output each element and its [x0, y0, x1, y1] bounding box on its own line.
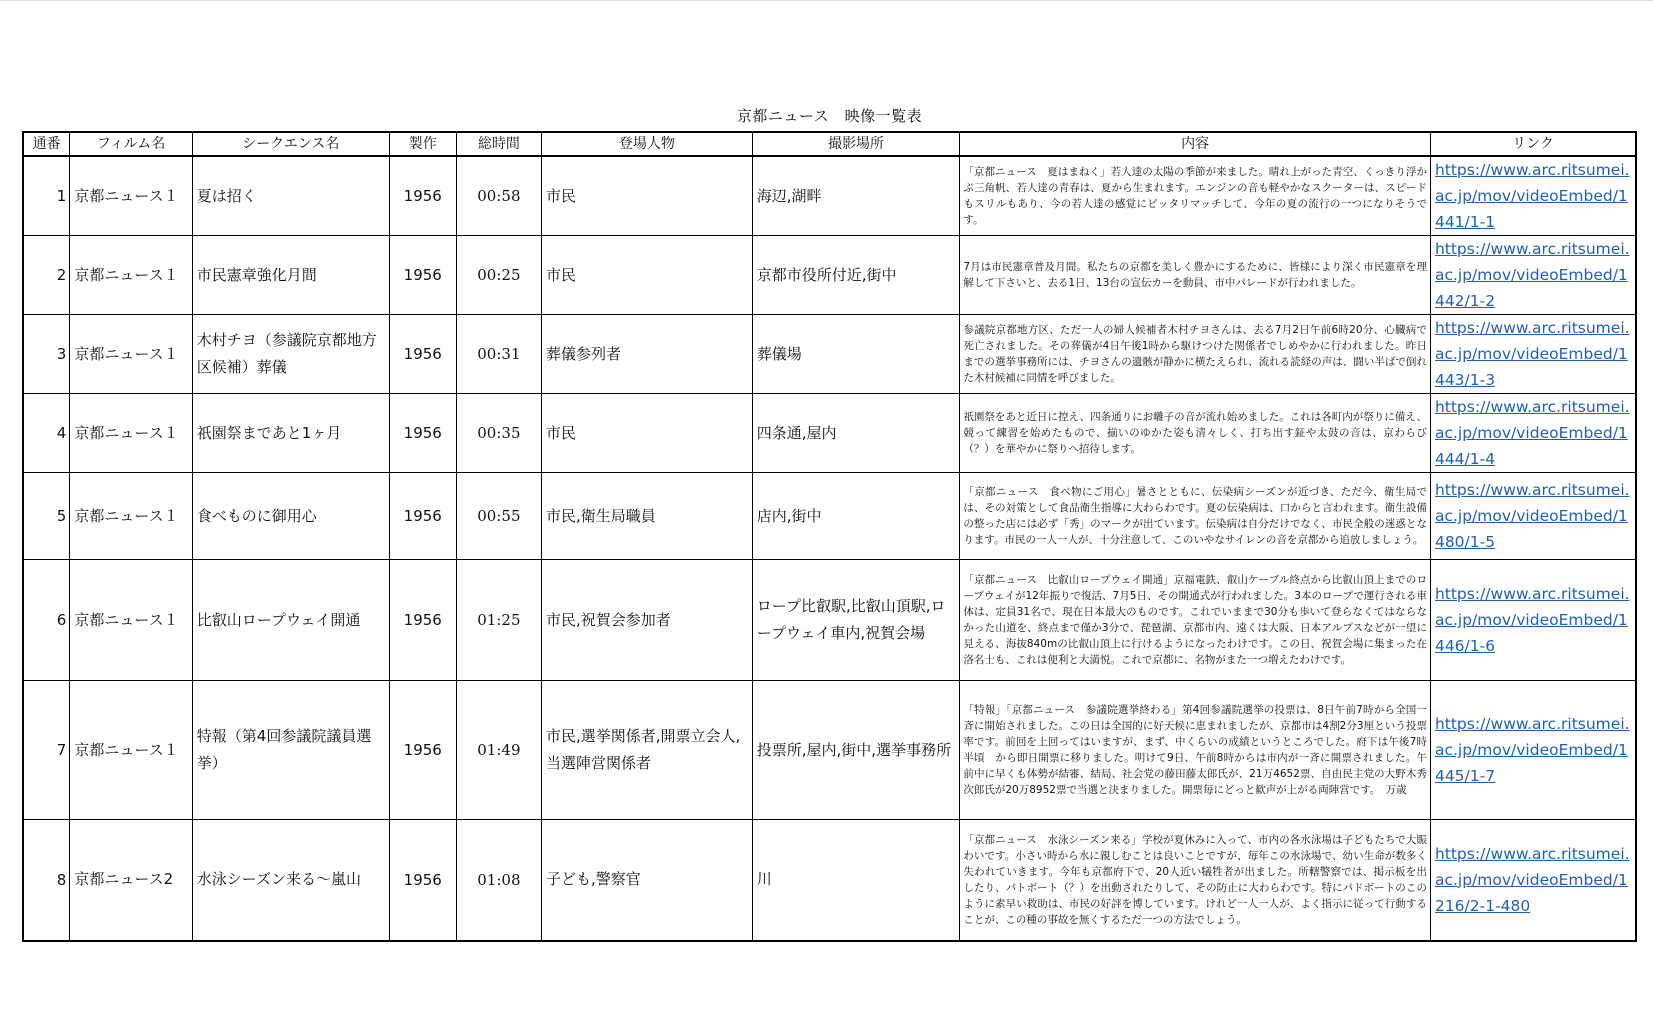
content-text: 「京都ニュース 比叡山ロープウェイ開通」京福電鉄、叡山ケーブル終点から比叡山頂上までのロープウェイが12年振りで復活、7月5日、その開通式が行われました。3本のロープで運行される車体は、定員31名で、現在日本最大のものです。これでいままで30分も歩いて登らなくてはならなかった山道を、終点まで僅か3分で、琵琶湖、京都市内、遠くは大阪、日本アルプスなどが一望に見える、海抜840mの比叡山頂上に行けるようになったわけです。この日、祝賀会場に集まった在洛名士も、これは便利と大満悦。これで京都に、名物がまた一つ増えたわけです。 [963, 574, 1427, 666]
people: 市民 [541, 156, 752, 236]
video-link[interactable]: https://www.arc.ritsumei.ac.jp/mov/videoEmbed/1216/2-1-480 [1434, 844, 1630, 915]
header-link: リンク [1430, 132, 1636, 156]
content-cell [960, 473, 1431, 560]
row-number: 2 [23, 236, 70, 315]
duration: 01:08 [456, 820, 541, 941]
location: ロープ比叡駅,比叡山頂駅,ロープウェイ車内,祝賀会場 [752, 560, 960, 681]
header-people: 登場人物 [541, 132, 752, 156]
row-number: 4 [23, 394, 70, 473]
duration: 00:31 [456, 315, 541, 394]
sequence-name: 水泳シーズン来る～嵐山 [192, 820, 389, 941]
duration: 01:25 [456, 560, 541, 681]
table-row [23, 681, 1636, 820]
duration: 00:55 [456, 473, 541, 560]
link-cell [1430, 315, 1636, 394]
content-cell [960, 394, 1431, 473]
row-number: 1 [23, 156, 70, 236]
link-cell [1430, 473, 1636, 560]
table-row [23, 560, 1636, 681]
row-number: 3 [23, 315, 70, 394]
content-cell [960, 560, 1431, 681]
film-name: 京都ニュース１ [70, 681, 192, 820]
content-cell [960, 681, 1431, 820]
sequence-name: 市民憲章強化月間 [192, 236, 389, 315]
content-text: 「特報」「京都ニュース 参議院選挙終わる」第4回参議院選挙の投票は、8日午前7時から全国一斉に開始されました。この日は全国的に好天候に恵まれましたが、京都市は4割2分3厘という投票率です。前回を上回ってはいますが、まず、中くらいの成績というところでした。府下は午後7時半頃 から即日開票に移りました。明けて9日、午前8時からは市内が一斉に開票されました。午前中に早くも体勢が結審、結局、社会党の藤田藤太郎氏が、21万4652票、自由民主党の大野木秀次郎氏が20万8952票で当選と決まりました。開票毎にどっと歓声が上がる両陣営です。 万歳 [963, 704, 1427, 796]
video-link[interactable]: https://www.arc.ritsumei.ac.jp/mov/videoEmbed/1444/1-4 [1434, 398, 1630, 468]
header-place: 撮影場所 [752, 132, 960, 156]
film-name: 京都ニュース2 [70, 820, 192, 941]
production-year: 1956 [389, 156, 456, 236]
production-year: 1956 [389, 236, 456, 315]
link-cell [1430, 681, 1636, 820]
row-number: 5 [23, 473, 70, 560]
page-title: 京都ニュース 映像一覧表 [736, 107, 923, 125]
duration: 00:35 [456, 394, 541, 473]
sequence-name: 祇園祭まであと1ヶ月 [192, 394, 389, 473]
film-name: 京都ニュース１ [70, 156, 192, 236]
content-text: 「京都ニュース 食べ物にご用心」暑さとともに、伝染病シーズンが近づき、ただ今、衛生局では、その対策として食品衛生指導に大わらわです。夏の伝染病は、口からと言われます。衛生設備の整った店には必ず「秀」のマークが出ています。伝染病は自分だけでなく、市民全般の迷惑となります。市民の一人一人が、十分注意して、このいやなサイレンの音を京都から追放しましょう。 [963, 486, 1427, 546]
duration: 00:25 [456, 236, 541, 315]
sequence-name: 木村チヨ（参議院京都地方区候補）葬儀 [192, 315, 389, 394]
row-number: 6 [23, 560, 70, 681]
film-name: 京都ニュース１ [70, 473, 192, 560]
header-content: 内容 [960, 132, 1431, 156]
people: 市民,祝賀会参加者 [541, 560, 752, 681]
location: 川 [752, 820, 960, 941]
header-film: フィルム名 [70, 132, 192, 156]
content-cell [960, 315, 1431, 394]
location: 投票所,屋内,街中,選挙事務所 [752, 681, 960, 820]
link-cell [1430, 560, 1636, 681]
film-name: 京都ニュース１ [70, 560, 192, 681]
location: 葬儀場 [752, 315, 960, 394]
duration: 01:49 [456, 681, 541, 820]
video-list-table [22, 131, 1637, 942]
video-link[interactable]: https://www.arc.ritsumei.ac.jp/mov/videoEmbed/1441/1-1 [1434, 161, 1630, 231]
location: 四条通,屋内 [752, 394, 960, 473]
video-link[interactable]: https://www.arc.ritsumei.ac.jp/mov/videoEmbed/1442/1-2 [1434, 240, 1630, 310]
table-row [23, 156, 1636, 236]
location: 海辺,湖畔 [752, 156, 960, 236]
content-cell [960, 156, 1431, 236]
row-number: 8 [23, 820, 70, 941]
production-year: 1956 [389, 820, 456, 941]
people: 市民 [541, 394, 752, 473]
video-link[interactable]: https://www.arc.ritsumei.ac.jp/mov/videoEmbed/1480/1-5 [1434, 481, 1630, 551]
production-year: 1956 [389, 394, 456, 473]
row-number: 7 [23, 681, 70, 820]
video-link[interactable]: https://www.arc.ritsumei.ac.jp/mov/videoEmbed/1443/1-3 [1434, 319, 1630, 389]
location: 京都市役所付近,街中 [752, 236, 960, 315]
header-year: 製作 [389, 132, 456, 156]
table-row [23, 473, 1636, 560]
link-cell [1430, 394, 1636, 473]
sequence-name: 特報（第4回参議院議員選挙） [192, 681, 389, 820]
people: 市民 [541, 236, 752, 315]
content-cell [960, 236, 1431, 315]
film-name: 京都ニュース１ [70, 394, 192, 473]
header-sequence: シークエンス名 [192, 132, 389, 156]
video-link[interactable]: https://www.arc.ritsumei.ac.jp/mov/videoEmbed/1445/1-7 [1434, 715, 1630, 785]
film-name: 京都ニュース１ [70, 236, 192, 315]
production-year: 1956 [389, 681, 456, 820]
film-name: 京都ニュース１ [70, 315, 192, 394]
header-row [23, 132, 1636, 156]
table-row [23, 394, 1636, 473]
duration: 00:58 [456, 156, 541, 236]
content-text: 「京都ニュース 水泳シーズン来る」学校が夏休みに入って、市内の各水泳場は子どもたちで大賑わいです。小さい時から水に親しむことは良いことですが、毎年この水泳場で、幼い生命が数多く失われていきます。今年も京都府下で、20人近い犠牲者が出ました。所轄警察では、掲示板を出したり、パトボート（？）を出動されたりして、その防止に大わらわです。特にパドボートのこのように素早い救助は、市民の好評を博しています。けれど一人一人が、よく指示に従って行動することが、この種の事故を無くするただ一つの方法でしょう。 [963, 833, 1427, 926]
location: 店内,街中 [752, 473, 960, 560]
content-cell [960, 820, 1431, 941]
people: 葬儀参列者 [541, 315, 752, 394]
people: 市民,選挙関係者,開票立会人,当選陣営関係者 [541, 681, 752, 820]
production-year: 1956 [389, 560, 456, 681]
content-text: 参議院京都地方区、ただ一人の婦人候補者木村チヨさんは、去る7月2日午前6時20分、心臓病で死亡されました。その葬儀が4日午後1時から駆けつけた関係者でしめやかに行われました。昨日までの選挙事務所には、チヨさんの遺骸が静かに横たえられ、流れる読経の声は、闘い半ばで倒れた木村候補に同情を呼びました。 [963, 324, 1427, 384]
sequence-name: 比叡山ロープウェイ開通 [192, 560, 389, 681]
video-link[interactable]: https://www.arc.ritsumei.ac.jp/mov/videoEmbed/1446/1-6 [1434, 585, 1630, 655]
people: 子ども,警察官 [541, 820, 752, 941]
sequence-name: 夏は招く [192, 156, 389, 236]
people: 市民,衛生局職員 [541, 473, 752, 560]
table-row [23, 315, 1636, 394]
table-row [23, 236, 1636, 315]
link-cell [1430, 236, 1636, 315]
production-year: 1956 [389, 315, 456, 394]
link-cell [1430, 820, 1636, 941]
table-row [23, 820, 1636, 941]
header-no: 通番 [23, 132, 70, 156]
link-cell [1430, 156, 1636, 236]
content-text: 「京都ニュース 夏はまねく」若人達の太陽の季節が来ました。晴れ上がった青空、くっきり浮かぶ三角帆、若人達の青春は、夏から生まれます。エンジンの音も軽やかなスクーターは、スピードもスリルもあり、今の若人達の感覚にピッタリマッチして、今年の夏の流行の一つになりそうです。 [963, 166, 1427, 226]
sequence-name: 食べものに御用心 [192, 473, 389, 560]
production-year: 1956 [389, 473, 456, 560]
content-text: 祇園祭をあと近日に控え、四条通りにお囃子の音が流れ始めました。これは各町内が祭りに備え、競って練習を始めたもので、揃いのゆかた姿も清々しく、打ち出す鉦や太鼓の音は、京わらび（？）を華やかに祭りへ招待します。 [963, 411, 1427, 455]
top-edge-line [0, 0, 1653, 1]
header-duration: 総時間 [456, 132, 541, 156]
content-text: 7月は市民憲章普及月間。私たちの京都を美しく豊かにするために、皆様により深く市民憲章を理解して下さいと、去る1日、13台の宣伝カーを動員、市中パレードが行われました。 [963, 261, 1427, 289]
